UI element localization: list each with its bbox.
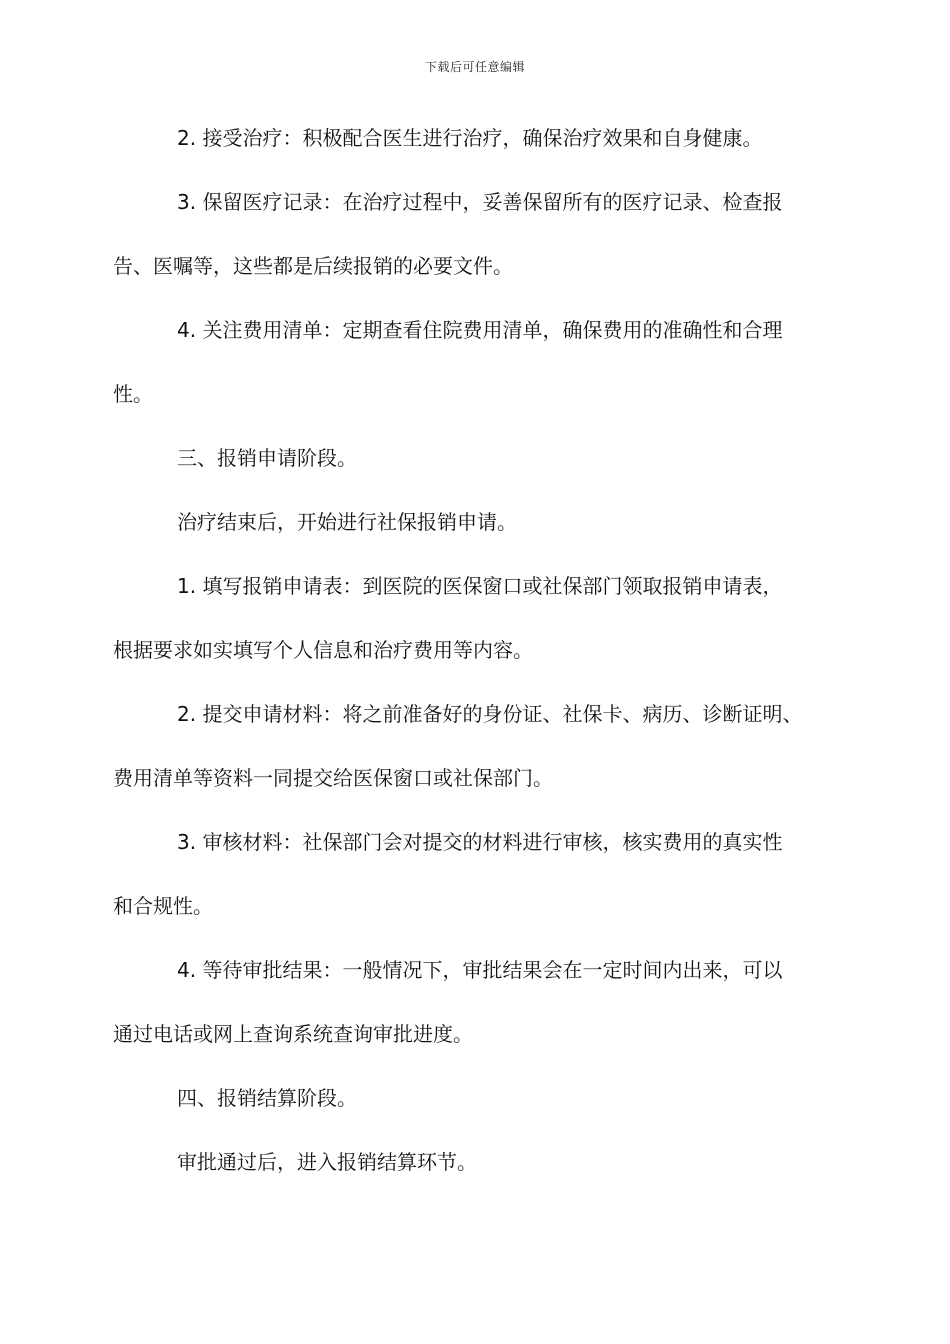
paragraph-await-result: [113, 954, 817, 1050]
paragraph-fill-form: [113, 570, 817, 666]
paragraph-line: 3. 审核材料：社保部门会对提交的材料进行审核，核实费用的真实性: [177, 830, 783, 854]
page-header: 下载后可任意编辑: [424, 60, 525, 74]
paragraph-line: 告、医嘱等，这些都是后续报销的必要文件。: [113, 254, 513, 278]
paragraph-line: 4. 等待审批结果：一般情况下，审批结果会在一定时间内出来，可以: [177, 958, 783, 982]
document-body: [113, 122, 817, 1210]
paragraph-line: 治疗结束后，开始进行社保报销申请。: [177, 510, 517, 534]
section-heading-settlement: [145, 1082, 817, 1114]
paragraph-line: 和合规性。: [113, 894, 213, 918]
paragraph-submit-materials: [113, 698, 817, 794]
paragraph-line: 根据要求如实填写个人信息和治疗费用等内容。: [113, 638, 533, 662]
paragraph-line: 审批通过后，进入报销结算环节。: [177, 1150, 477, 1174]
paragraph-line: 4. 关注费用清单：定期查看住院费用清单，确保费用的准确性和合理: [177, 318, 783, 342]
paragraph-fee-list: [113, 314, 817, 410]
section-heading-application: [145, 442, 817, 474]
paragraph-line: 通过电话或网上查询系统查询审批进度。: [113, 1022, 473, 1046]
paragraph-application-intro: [145, 506, 817, 538]
paragraph-keep-records: [113, 186, 817, 282]
paragraph-review-materials: [113, 826, 817, 922]
paragraph-line: 3. 保留医疗记录：在治疗过程中，妥善保留所有的医疗记录、检查报: [177, 190, 783, 214]
paragraph-line: 性。: [113, 382, 153, 406]
paragraph-line: 2. 接受治疗：积极配合医生进行治疗，确保治疗效果和自身健康。: [177, 126, 763, 150]
heading-line: 四、报销结算阶段。: [177, 1086, 357, 1110]
paragraph-line: 费用清单等资料一同提交给医保窗口或社保部门。: [113, 766, 553, 790]
paragraph-line: 2. 提交申请材料：将之前准备好的身份证、社保卡、病历、诊断证明、: [177, 702, 803, 726]
paragraph-settlement-intro: [145, 1146, 817, 1178]
paragraph-treatment: [145, 122, 817, 154]
heading-line: 三、报销申请阶段。: [177, 446, 357, 470]
paragraph-line: 1. 填写报销申请表：到医院的医保窗口或社保部门领取报销申请表，: [177, 574, 783, 598]
